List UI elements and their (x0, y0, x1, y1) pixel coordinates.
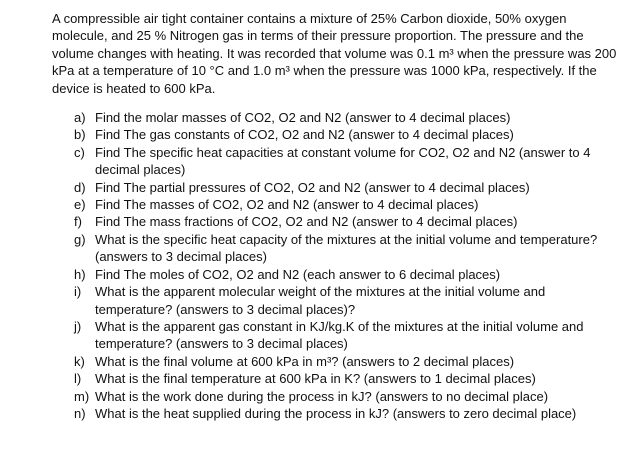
question-item (52, 266, 618, 283)
question-item (52, 231, 618, 266)
question-item (52, 213, 618, 230)
question-label: n) (74, 405, 86, 421)
question-text: What is the final temperature at 600 kPa in K? (answers to 1 decimal places) (95, 371, 536, 387)
question-item (52, 144, 618, 179)
question-text: What is the apparent molecular weight of the mixtures at the initial volume and temperature? (answers to 3 decimal places)? (95, 284, 546, 317)
question-text: Find The partial pressures of CO2, O2 and N2 (answer to 4 decimal places) (95, 179, 530, 195)
question-label: g) (74, 231, 86, 247)
question-item (52, 370, 618, 387)
question-text: Find the molar masses of CO2, O2 and N2 (answer to 4 decimal places) (95, 110, 511, 126)
question-label: a) (74, 110, 86, 126)
question-item (52, 126, 618, 143)
question-label: e) (74, 197, 86, 213)
question-text: Find The moles of CO2, O2 and N2 (each answer to 6 decimal places) (95, 266, 501, 282)
question-item (52, 179, 618, 196)
question-text: What is the heat supplied during the process in kJ? (answers to zero decimal place) (95, 405, 577, 421)
question-text: Find The specific heat capacities at constant volume for CO2, O2 and N2 (answer to 4 decimal places) (95, 144, 591, 178)
question-text: What is the final volume at 600 kPa in m³? (answers to 2 decimal places) (95, 353, 515, 369)
question-item (52, 318, 618, 353)
question-label: b) (74, 127, 86, 143)
question-text: What is the apparent gas constant in KJ/kg.K of the mixtures at the initial volume and temperature? (answers to 3 decimal places) (95, 318, 584, 352)
document-body (52, 10, 618, 422)
question-text: Find The masses of CO2, O2 and N2 (answer to 4 decimal places) (95, 197, 479, 213)
question-item (52, 196, 618, 213)
question-text: Find The mass fractions of CO2, O2 and N2 (answer to 4 decimal places) (95, 214, 518, 230)
question-label: l) (74, 371, 82, 387)
question-label: i) (74, 284, 82, 300)
question-label: f) (74, 214, 82, 230)
question-text: What is the work done during the process in kJ? (answers to no decimal place) (95, 388, 549, 404)
question-label: c) (74, 144, 85, 160)
question-item (52, 283, 618, 318)
question-text: What is the specific heat capacity of the mixtures at the initial volume and temperature? (answers to 3 decimal places) (95, 231, 598, 265)
question-label: j) (74, 318, 82, 334)
question-label: m) (74, 388, 90, 404)
question-item (52, 109, 618, 126)
question-label: d) (74, 179, 86, 195)
question-label: h) (74, 266, 86, 282)
question-label: k) (74, 353, 85, 369)
question-text: Find The gas constants of CO2, O2 and N2 (answer to 4 decimal places) (95, 127, 514, 143)
question-item (52, 388, 618, 405)
question-list (52, 109, 618, 422)
question-item (52, 353, 618, 370)
question-item (52, 405, 618, 422)
problem-statement: A compressible air tight container contains a mixture of 25% Carbon dioxide, 50% oxygen molecule, and 25 % Nitrogen gas in terms of their pressure proportion. The pressure and the volume changes with heating. It was recorded that volume was 0.1 m³ when the pressure was 200 kPa at a temperature of 10 °C and 1.0 m³ when the pressure was 1000 kPa, respectively. If the device is heated to 600 kPa. (52, 11, 617, 96)
